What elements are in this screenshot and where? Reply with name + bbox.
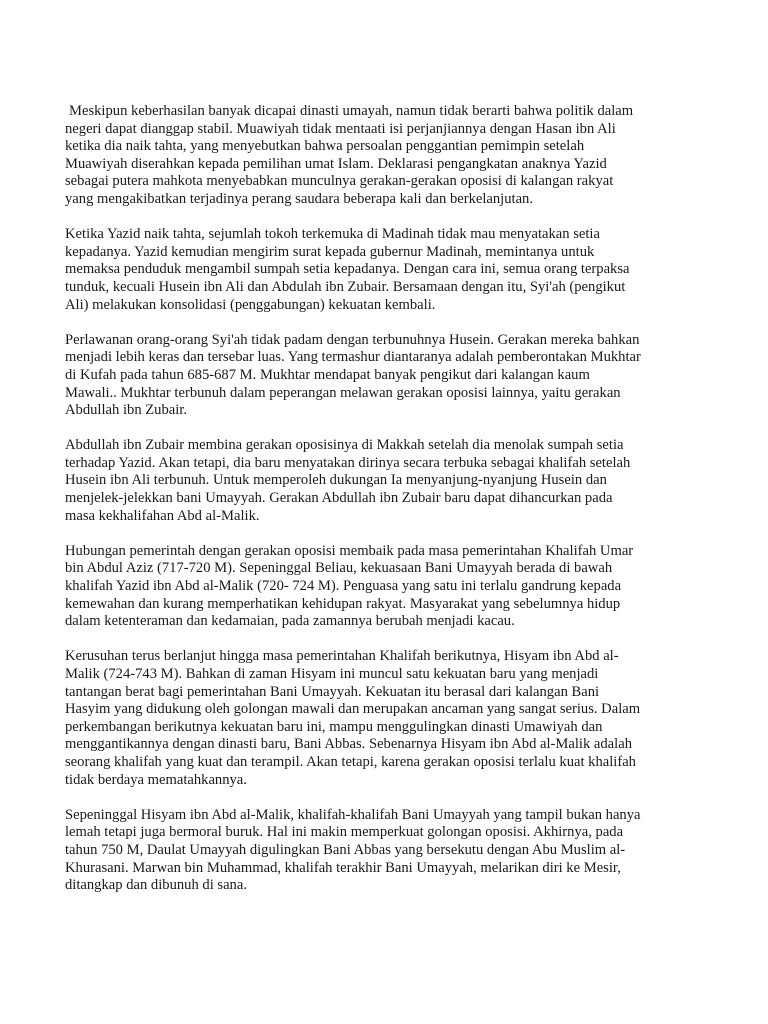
text-line: tunduk, kecuali Husein ibn Ali dan Abdulah ibn Zubair. Bersamaan dengan itu, Syi'ah (pengikut xyxy=(65,278,626,295)
text-line: Muawiyah diserahkan kepada pemilihan umat Islam. Deklarasi pengangkatan anaknya Yazid xyxy=(65,155,607,172)
paragraph-5 xyxy=(65,543,705,631)
text-line: Hubungan pemerintah dengan gerakan oposisi membaik pada masa pemerintahan Khalifah Umar xyxy=(65,542,634,559)
paragraph-4 xyxy=(65,437,705,525)
text-line: Husein ibn Ali terbunuh. Untuk memperoleh dukungan Ia menyanjung-nyanjung Husein dan xyxy=(65,472,607,489)
text-line: tahun 750 M, Daulat Umayyah digulingkan Bani Abbas yang bersekutu dengan Abu Muslim al- xyxy=(65,841,626,858)
text-line: lemah tetapi juga bermoral buruk. Hal ini makin memperkuat golongan oposisi. Akhirnya, pada xyxy=(65,824,624,841)
text-line: Ali) melakukan konsolidasi (penggabungan) kekuatan kembali. xyxy=(65,296,436,313)
text-line: menjadi lebih keras dan tersebar luas. Yang termashur diantaranya adalah pemberontakan Mukhtar xyxy=(65,349,641,366)
text-line: Abdullah ibn Zubair. xyxy=(65,402,188,419)
text-line: negeri dapat dianggap stabil. Muawiyah tidak mentaati isi perjanjiannya dengan Hasan ibn Ali xyxy=(65,120,616,137)
text-line: Sepeninggal Hisyam ibn Abd al-Malik, khalifah-khalifah Bani Umayyah yang tampil bukan hanya xyxy=(65,806,641,823)
text-line: dalam ketenteraman dan kedamaian, pada zamannya berubah menjadi kacau. xyxy=(65,613,515,630)
text-line: Mawali.. Mukhtar terbunuh dalam peperangan melawan gerakan oposisi lainnya, yaitu gerakan xyxy=(65,384,621,401)
paragraph-6 xyxy=(65,648,705,789)
text-line: khalifah Yazid ibn Abd al-Malik (720- 724 M). Penguasa yang satu ini terlalu gandrung kepada xyxy=(65,578,622,595)
text-line: tantangan berat bagi pemerintahan Bani Umayyah. Kekuatan itu berasal dari kalangan Bani xyxy=(65,683,600,700)
text-line: menggantikannya dengan dinasti baru, Bani Abbas. Sebenarnya Hisyam ibn Abd al-Malik adalah xyxy=(65,736,632,753)
text-line: kepadanya. Yazid kemudian mengirim surat kepada gubernur Madinah, memintanya untuk xyxy=(65,243,595,260)
paragraph-3 xyxy=(65,332,705,420)
text-line: tidak berdaya mematahkannya. xyxy=(65,771,247,788)
text-line: Khurasani. Marwan bin Muhammad, khalifah terakhir Bani Umayyah, melarikan diri ke Mesir, xyxy=(65,859,621,876)
text-line: Hasyim yang didukung oleh golongan mawali dan merupakan ancaman yang sangat serius. Dalam xyxy=(65,701,641,718)
text-line: ketika dia naik tahta, yang menyebutkan bahwa persoalan penggantian pemimpin setelah xyxy=(65,138,585,155)
text-line: memaksa penduduk mengambil sumpah setia kepadanya. Dengan cara ini, semua orang terpaksa xyxy=(65,261,630,278)
text-line: di Kufah pada tahun 685-687 M. Mukhtar mendapat banyak pengikut dari kalangan kaum xyxy=(65,366,590,383)
text-line: Malik (724-743 M). Bahkan di zaman Hisyam ini muncul satu kekuatan baru yang menjadi xyxy=(65,666,599,682)
text-line: yang mengakibatkan terjadinya perang saudara beberapa kali dan berkelanjutan. xyxy=(65,190,534,207)
text-line: masa kekhalifahan Abd al-Malik. xyxy=(65,507,260,524)
text-line: perkembangan berikutnya kekuatan baru ini, mampu menggulingkan dinasti Umawiyah dan xyxy=(65,718,603,735)
paragraph-2 xyxy=(65,226,705,314)
document-body xyxy=(65,103,705,912)
text-line: Abdullah ibn Zubair membina gerakan oposisinya di Makkah setelah dia menolak sumpah setia xyxy=(65,437,624,454)
text-line: seorang khalifah yang kuat dan terampil. Akan tetapi, karena gerakan oposisi terlalu kuat khalifah xyxy=(65,753,636,770)
text-line: terhadap Yazid. Akan tetapi, dia baru menyatakan dirinya secara terbuka sebagai khalifah setelah xyxy=(65,454,631,471)
text-line: menjelek-jelekkan bani Umayyah. Gerakan Abdullah ibn Zubair baru dapat dihancurkan pada xyxy=(65,490,613,507)
text-line: Meskipun keberhasilan banyak dicapai dinasti umayah, namun tidak berarti bahwa politik dalam xyxy=(69,103,634,119)
text-line: Kerusuhan terus berlanjut hingga masa pemerintahan Khalifah berikutnya, Hisyam ibn Abd al- xyxy=(65,648,619,665)
text-line: sebagai putera mahkota menyebabkan munculnya gerakan-gerakan oposisi di kalangan rakyat xyxy=(65,173,614,190)
text-line: ditangkap dan dibunuh di sana. xyxy=(65,877,247,894)
text-line: Ketika Yazid naik tahta, sejumlah tokoh terkemuka di Madinah tidak mau menyatakan setia xyxy=(65,226,600,243)
text-line: kemewahan dan kurang memperhatikan kehidupan rakyat. Masyarakat yang sebelumnya hidup xyxy=(65,595,621,612)
paragraph-1 xyxy=(65,103,705,209)
paragraph-7 xyxy=(65,807,705,895)
text-line: bin Abdul Aziz (717-720 M). Sepeninggal Beliau, kekuasaan Bani Umayyah berada di bawah xyxy=(65,560,613,577)
text-line: Perlawanan orang-orang Syi'ah tidak padam dengan terbunuhnya Husein. Gerakan mereka bahkan xyxy=(65,331,640,348)
